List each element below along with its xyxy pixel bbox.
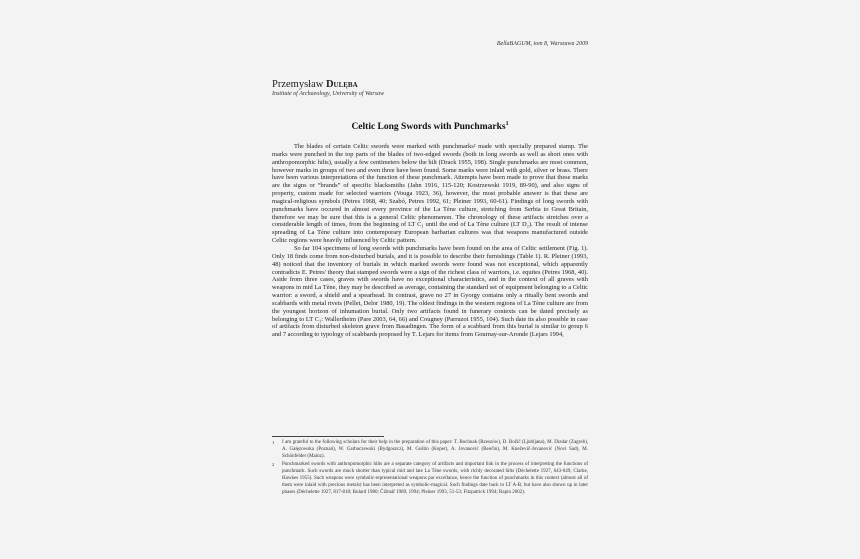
footnote-text: Punchmarked swords with anthropomorphic hilts are a separate category of artifacts and important link in the process of interpreting the functions of punchmark. Such swords are much shorter than typical mid and late La Tène swords, with richly decorated hilts (Déchelette 1927, 643-649; Clarke, Hawkes 1955). Such weapons were symbolic-representational weapons par excellance, hence the function of punchmarks in this context (almost all of them were inlaid with precious metals) has been interpreted as symbolic-magical. Such findings date back to LT A-B, but have also shown up in later phases (Déchelette 1927, 817-818; Bulard 1980; Čižmář 1989, 1994; Pleiner 1993, 51-53; Fitzpatrick 1994; Rapin 2002). xyxy=(282,461,588,495)
author-surname: Dulęba xyxy=(325,79,358,90)
footnote-2 xyxy=(272,462,588,497)
footnote-divider xyxy=(272,436,384,437)
footnote-1 xyxy=(272,440,588,461)
author-first-name: Przemysław xyxy=(272,79,324,90)
author-name xyxy=(272,79,358,90)
running-header xyxy=(272,41,588,47)
article-body xyxy=(272,143,588,339)
body-paragraph-1: The blades of certain Celtic swords were marked with punchmarks² made with specially prepared stamp. The marks were punched in the top parts of the blades of two-edged swords (both in long swords as well as short ones with anthropomorphic hilts), usually a few centimeters below the hilt (Drack 1955, 198). Single punchmarks are most common, however marks in groups of two and even three have been found. Some marks were inlaid with gold, silver or brass. There have been various interpretations of the function of these punchmark. Attempts have been made to prove that these marks are the signs or “brands” of specific blacksmiths (Jahn 1916, 115-120; Kostrzewski 1919, 89-90), and also signs of property, custom made for selected warriors (Vouga 1923, 36), however, the most probable answer is that these are magical-religious symbols (Petres 1968, 40; Szabó, Petres 1992, 61; Pleiner 1993, 60-61). Findings of long swords with punchmarks have occured in almost every province of the La Tène culture, stretching from Serbia to Great Britain, therefore we may be sure that this is a general Celtic phenomenon. The chronology of these artifacts stretches over a considerable length of times, from the beginning of LT C₁ until the end of La Tène culture (LT D₂). The result of intense spreading of La Tène culture into contemporary European barbarian cultures was that weapons manufactured outside Celtic regions were heavily influenced by Celtic pattern. xyxy=(272,143,588,245)
footnote-text: I am grateful to the following scholars for their help in the preparation of this paper: T. Bochnak (Rzeszów), D. Božič (Ljubljana), M. Dizdar (Zagreb), A. Gałęzowska (Poznań), W. Garbaczewski (Bydgoszcz), M. Guštin (Koper), A. Jovanović (Beočin), M. Kneževič-Jovanović (Novi Sad), M. Schönfelder (Mainz). xyxy=(282,440,588,459)
author-affiliation: Institute of Archaeology, University of Warsaw xyxy=(272,91,385,97)
article-title xyxy=(272,121,588,132)
footnote-number: 1 xyxy=(272,440,275,445)
journal-reference: BellaBAGUM, tom 8, Warszawa 2009 xyxy=(496,41,588,47)
title-footnote-ref[interactable]: 1 xyxy=(505,121,509,127)
article-title-text: Celtic Long Swords with Punchmarks xyxy=(351,122,506,133)
body-paragraph-2: So far 104 specimens of long swords with punchmarks have been found on the area of Celtic settlement (Fig. 1). Only 18 finds come from non-disturbed burials, and it is possible to describe their furnishings (Table 1). R. Pleiner (1993, 48) noticed that the inventory of burials in which marked swords were found was not exceptional, which apparently contradicts E. Petres' theory that stamped swords were a sign of the richest class of warriors, i.e. equites (Petres 1968, 40). Aside from three cases, graves with swords have no exceptional characteristics, and in the context of all graves with weapons in mid La Tène, they may be described as average, containing the standard set of equipment belonging to a Celtic warrior: a sword, a shield and a spearhead. In contrast, grave no 27 in Gyorgy contains only a ritually bent swords and scabbards with metal rivets (Pellet, Delor 1980, 19). The oldest findings in the western regions of La Tène culture are from the youngest horizon of inhumation burial. Only two artifacts found in funerary contexts can be dated precisely as belonging to LT C₁: Wallertheim (Pare 2003, 64, 66) and Cougney (Parruzot 1955, 104). Such date its also possible in case of artifacts from disturbed skeleton grave from Basadingen. The form of a scabbard from this burial is similar to group 6 and 7 according to typology of scabbards proposed by T. Lejars for items from Gournay-sur-Aronde (Lejars 1994, xyxy=(272,244,588,339)
footnotes xyxy=(272,440,588,498)
footnote-number: 2 xyxy=(272,461,275,467)
